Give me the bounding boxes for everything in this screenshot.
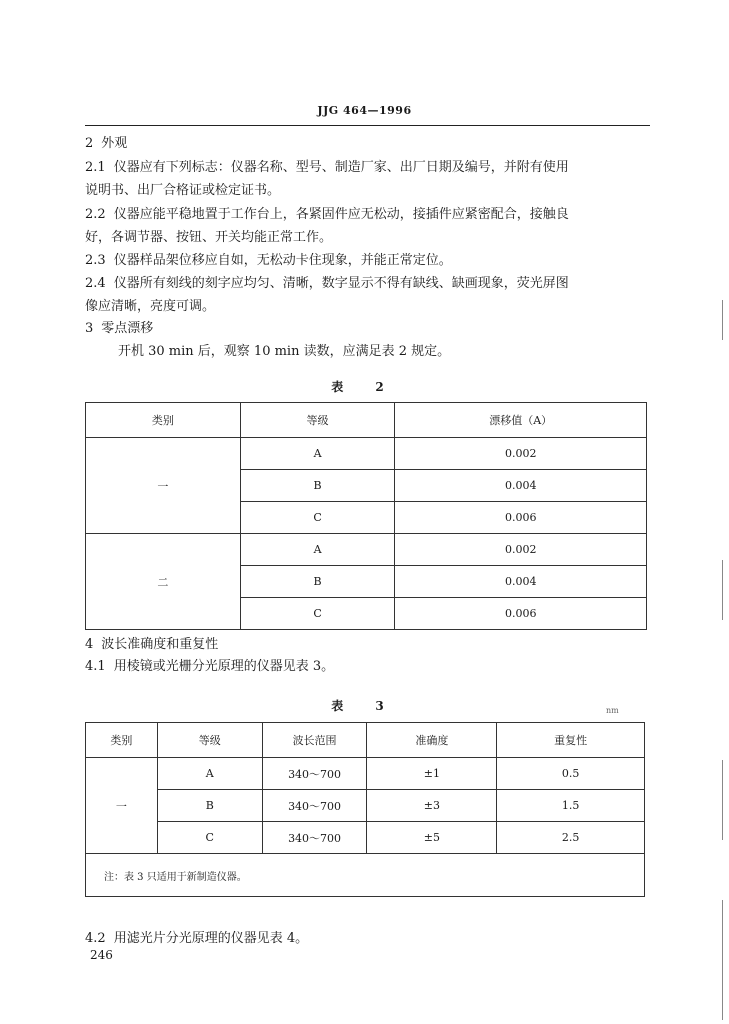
clause-number: 2.4 (85, 276, 106, 291)
document-code: JJG 464—1996 (317, 104, 412, 117)
drift-cell: 0.004 (395, 566, 647, 598)
page-number: 246 (90, 948, 113, 962)
clause-number: 4.1 (85, 659, 106, 674)
table-row (86, 534, 647, 566)
category-cell: 二 (86, 534, 241, 630)
table-row (86, 790, 645, 822)
section-3-heading (85, 318, 650, 340)
scan-artifact (722, 560, 723, 620)
table-note: 注：表 3 只适用于新制造仪器。 (86, 854, 645, 897)
header-drift: 漂移值（A） (395, 403, 647, 438)
clause-text: 用棱镜或光栅分光原理的仪器见表 3。 (113, 659, 335, 674)
clause-text: 用滤光片分光原理的仪器见表 4。 (113, 931, 309, 946)
category-cell: 一 (86, 758, 158, 854)
table-header-row (86, 403, 647, 438)
scan-artifact (722, 900, 723, 1020)
category-cell: 一 (86, 438, 241, 534)
accuracy-cell: ±3 (367, 790, 497, 822)
grade-cell: A (240, 534, 395, 566)
grade-cell: C (157, 822, 262, 854)
clause-2-4-line-2: 像应清晰，亮度可调。 (85, 299, 216, 314)
section-title: 零点漂移 (101, 321, 154, 336)
grade-cell: A (240, 438, 395, 470)
section-number: 3 (85, 321, 94, 336)
repeatability-cell: 2.5 (497, 822, 645, 854)
clause-text: 仪器所有刻线的刻字应均匀、清晰，数字显示不得有缺线、缺画现象，荧光屏图 (113, 276, 569, 291)
section-3-body: 开机 30 min 后，观察 10 min 读数，应满足表 2 规定。 (118, 344, 451, 359)
section-number: 4 (85, 637, 94, 652)
clause-number: 2.2 (85, 207, 106, 222)
repeatability-cell: 0.5 (497, 758, 645, 790)
range-cell: 340～700 (262, 822, 367, 854)
table-3-caption: 表 3 (331, 699, 398, 713)
header-category: 类别 (86, 403, 241, 438)
table-header-row (86, 723, 645, 758)
header-grade: 等级 (157, 723, 262, 758)
section-4-heading (85, 634, 650, 656)
grade-cell: B (240, 470, 395, 502)
table-3-unit: nm (606, 706, 619, 715)
repeatability-cell: 1.5 (497, 790, 645, 822)
table-note-row (86, 854, 645, 897)
clause-text: 仪器应有下列标志：仪器名称、型号、制造厂家、出厂日期及编号，并附有使用 (113, 160, 569, 175)
drift-cell: 0.006 (395, 502, 647, 534)
clause-4-1 (85, 656, 650, 678)
accuracy-cell: ±5 (367, 822, 497, 854)
grade-cell: B (240, 566, 395, 598)
scan-artifact (722, 760, 723, 840)
drift-cell: 0.002 (395, 438, 647, 470)
clause-2-3 (85, 250, 650, 272)
drift-cell: 0.002 (395, 534, 647, 566)
header-rule (85, 125, 650, 126)
range-cell: 340～700 (262, 758, 367, 790)
drift-cell: 0.004 (395, 470, 647, 502)
clause-number: 2.1 (85, 160, 106, 175)
clause-2-1-line-1 (85, 157, 650, 179)
section-number: 2 (85, 136, 94, 151)
header-repeatability: 重复性 (497, 723, 645, 758)
header-accuracy: 准确度 (367, 723, 497, 758)
table-row (86, 438, 647, 470)
section-title: 波长准确度和重复性 (101, 637, 219, 652)
grade-cell: A (157, 758, 262, 790)
section-title: 外观 (101, 136, 128, 151)
grade-cell: C (240, 502, 395, 534)
table-row (86, 758, 645, 790)
header-category: 类别 (86, 723, 158, 758)
clause-2-2-line-1 (85, 204, 650, 226)
header-range: 波长范围 (262, 723, 367, 758)
table-row (86, 822, 645, 854)
drift-cell: 0.006 (395, 598, 647, 630)
table-3 (85, 722, 645, 897)
clause-2-2-line-2: 好，各调节器、按钮、开关均能正常工作。 (85, 230, 333, 245)
accuracy-cell: ±1 (367, 758, 497, 790)
header-grade: 等级 (240, 403, 395, 438)
clause-text: 仪器样品架位移应自如，无松动卡住现象，并能正常定位。 (113, 253, 452, 268)
clause-2-4-line-1 (85, 273, 650, 295)
clause-2-1-line-2: 说明书、出厂合格证或检定证书。 (85, 183, 281, 198)
table-2-caption: 表 2 (331, 380, 398, 394)
table-2 (85, 402, 647, 630)
grade-cell: B (157, 790, 262, 822)
clause-text: 仪器应能平稳地置于工作台上，各紧固件应无松动，接插件应紧密配合，接触良 (113, 207, 569, 222)
range-cell: 340～700 (262, 790, 367, 822)
scan-artifact (722, 300, 723, 340)
clause-4-2 (85, 928, 650, 950)
clause-number: 2.3 (85, 253, 106, 268)
grade-cell: C (240, 598, 395, 630)
section-2-heading (85, 133, 650, 155)
clause-number: 4.2 (85, 931, 106, 946)
